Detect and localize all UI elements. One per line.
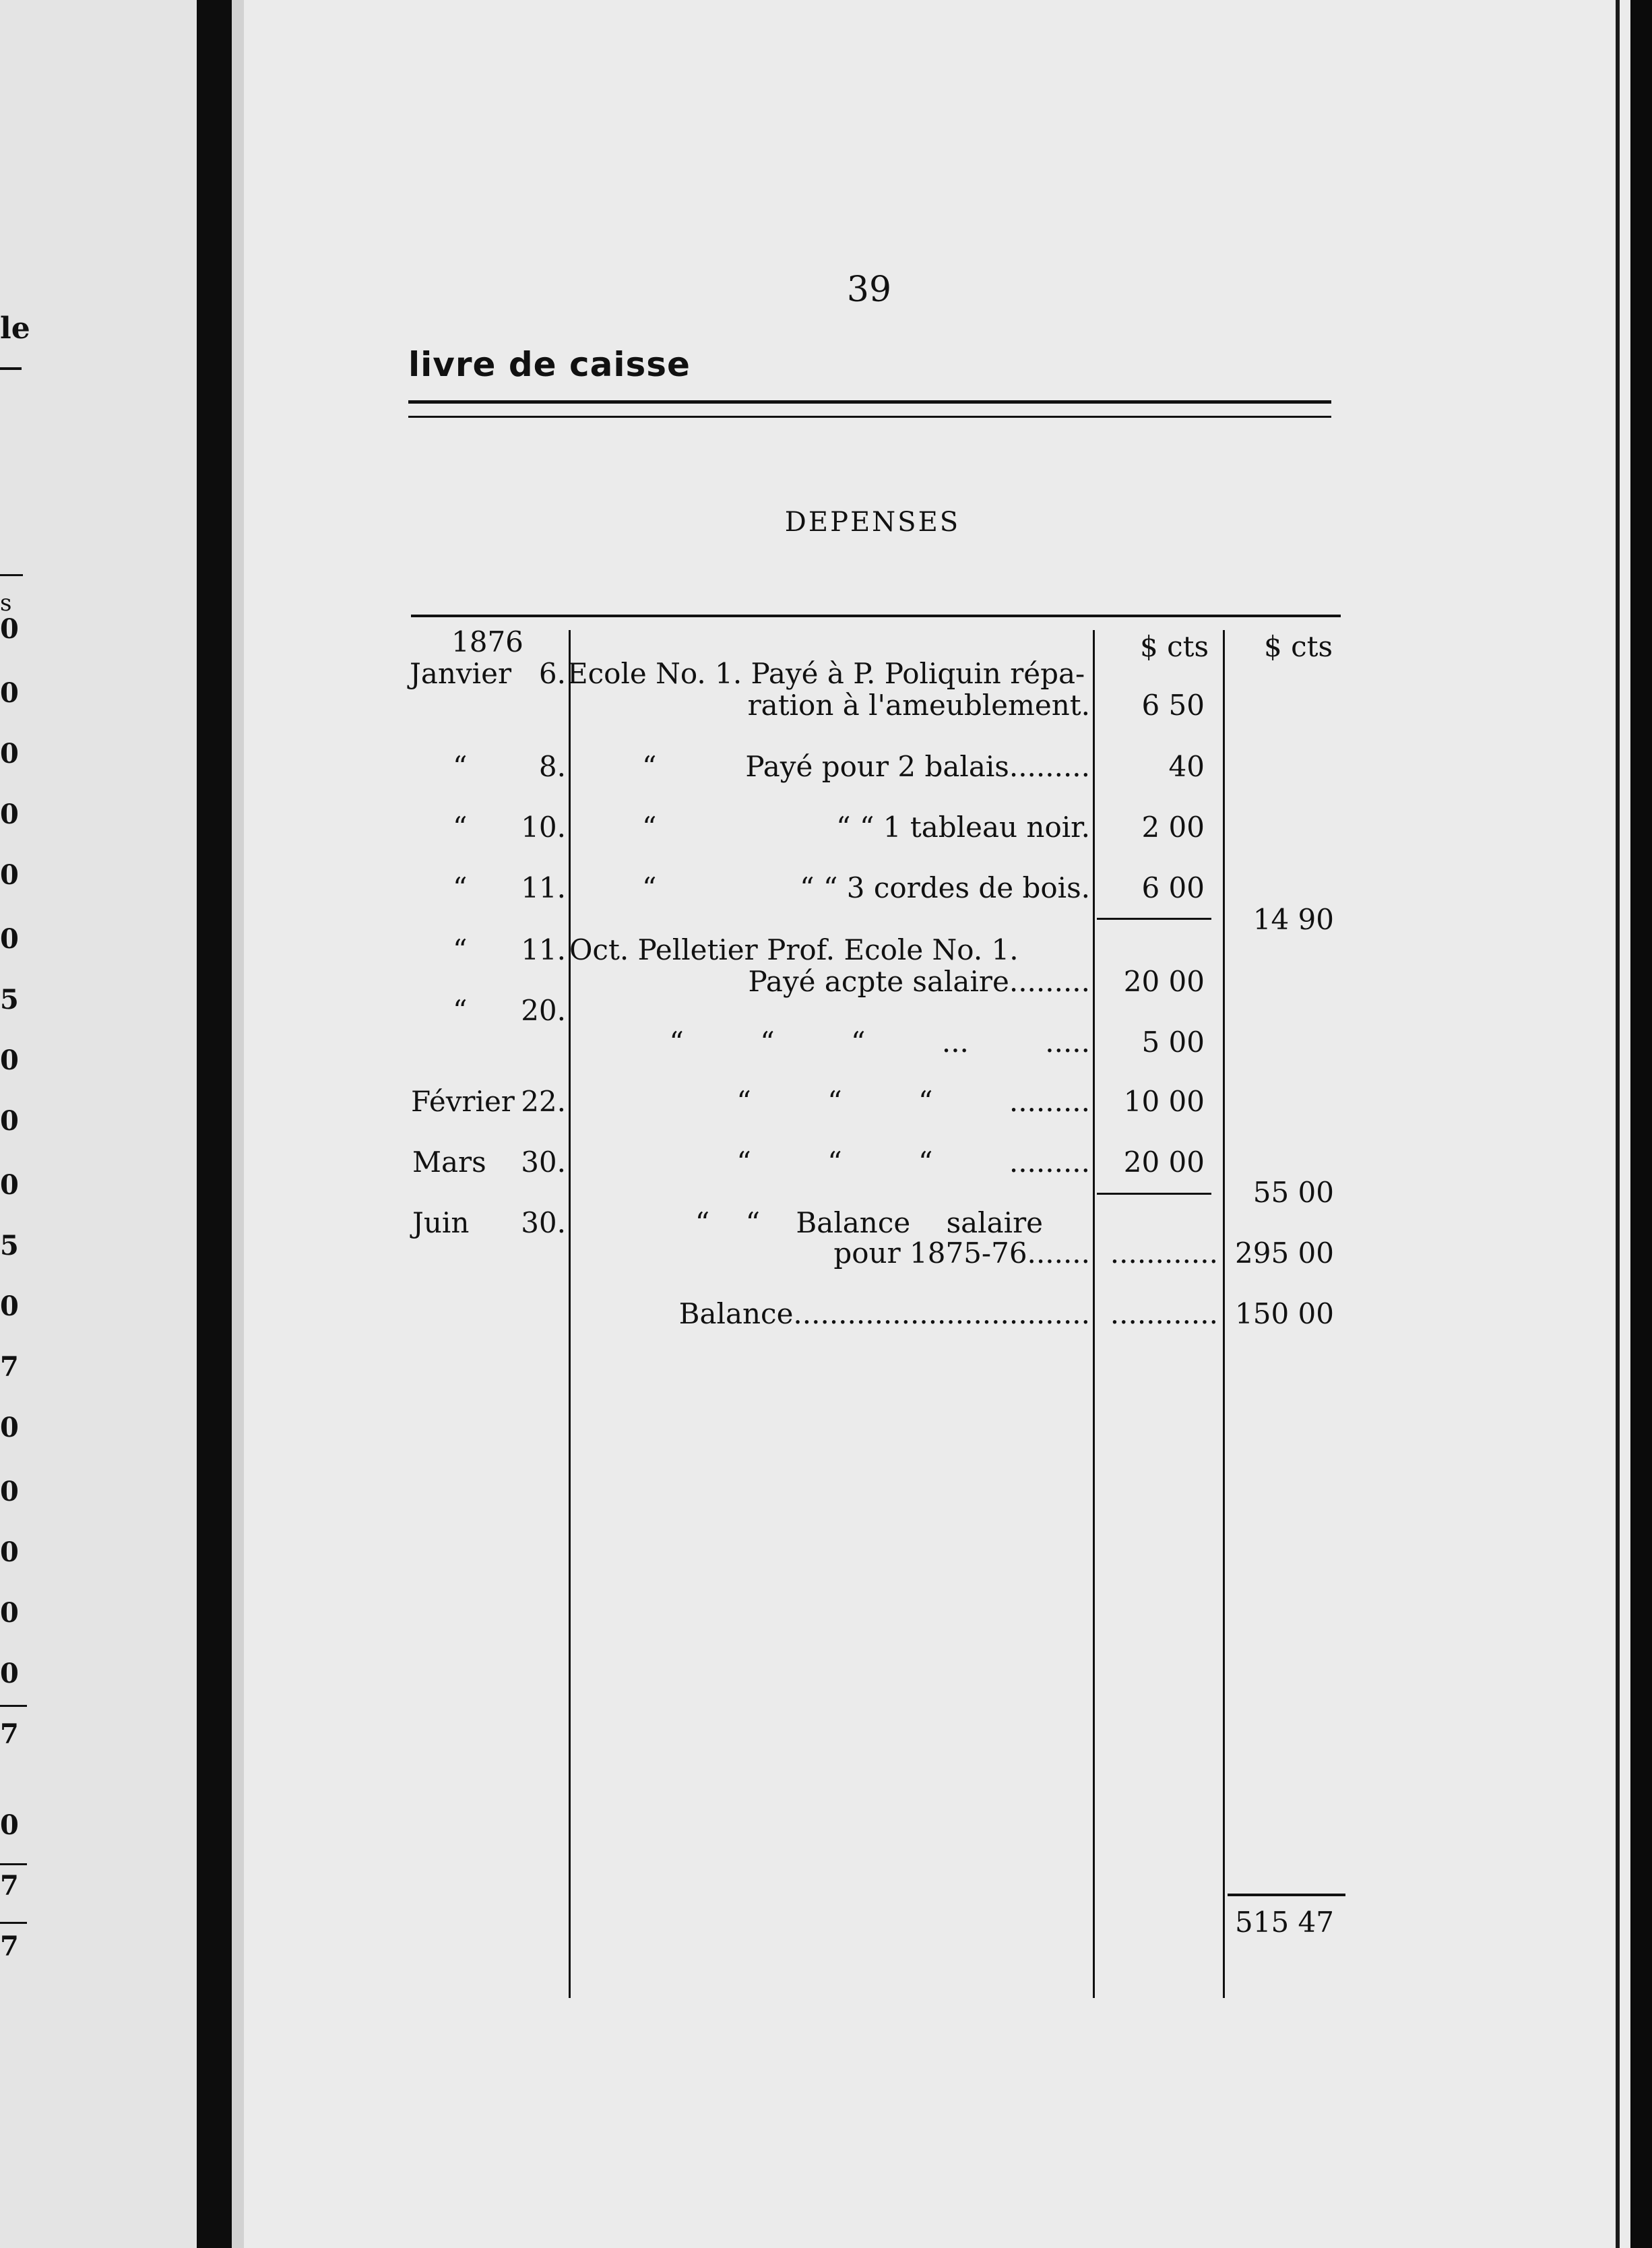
day-cell: 10. bbox=[521, 811, 566, 844]
spine-gutter bbox=[232, 0, 244, 2248]
table-top-rule bbox=[411, 615, 1341, 617]
grand-total-rule bbox=[1228, 1894, 1345, 1896]
left-fragment: 7 bbox=[0, 1351, 19, 1383]
left-fragment: le bbox=[0, 311, 30, 346]
day-cell: 8. bbox=[538, 750, 566, 783]
right-scan-border bbox=[1630, 0, 1652, 2248]
total-cell: 150 00 bbox=[1235, 1297, 1334, 1330]
month-cell: “ bbox=[453, 933, 468, 966]
month-cell: “ bbox=[453, 871, 468, 904]
day-cell: 6. bbox=[538, 657, 566, 690]
left-fragment-rule bbox=[0, 367, 22, 370]
section-title: DEPENSES bbox=[784, 507, 961, 538]
left-fragment-rule bbox=[0, 1863, 27, 1865]
month-cell: “ bbox=[453, 994, 468, 1027]
amount-cell: ............ bbox=[1110, 1297, 1218, 1330]
left-fragment-rule bbox=[0, 1922, 27, 1924]
day-cell: 30. bbox=[521, 1206, 566, 1239]
left-fragment: 0 bbox=[0, 1658, 19, 1689]
description-line: Ecole No. 1. Payé à P. Poliquin répa- bbox=[567, 657, 1085, 690]
description-line: ration à l'ameublement. bbox=[747, 689, 1090, 722]
ditto-mark: “ bbox=[642, 811, 657, 844]
book-spine bbox=[197, 0, 232, 2248]
total-cell: 295 00 bbox=[1235, 1237, 1334, 1270]
left-fragment-rule bbox=[0, 574, 23, 576]
amount-cell: 6 00 bbox=[1141, 871, 1205, 904]
left-fragment: 0 bbox=[0, 1169, 19, 1201]
page-edge-line bbox=[1616, 0, 1620, 2248]
day-cell: 30. bbox=[521, 1146, 566, 1179]
grand-total-cell: 515 47 bbox=[1235, 1906, 1334, 1939]
month-cell: “ bbox=[453, 811, 468, 844]
left-fragment: 0 bbox=[0, 738, 19, 770]
left-fragment: 0 bbox=[0, 1809, 19, 1841]
amount-column-header: $ cts bbox=[1140, 630, 1209, 663]
left-fragment: 0 bbox=[0, 923, 19, 955]
left-fragment: 7 bbox=[0, 1718, 19, 1750]
day-cell: 11. bbox=[521, 871, 566, 904]
description-line: “ “ Balance salaire bbox=[695, 1206, 1043, 1239]
total-column-header: $ cts bbox=[1264, 630, 1333, 663]
left-fragment: 7 bbox=[0, 1931, 19, 1962]
day-cell: 11. bbox=[521, 933, 566, 966]
column-divider-amount bbox=[1093, 630, 1095, 1998]
day-cell: 20. bbox=[521, 994, 566, 1027]
description-line: Payé acpte salaire......... bbox=[748, 965, 1090, 998]
month-cell: Janvier bbox=[410, 657, 512, 690]
description-line: pour 1875-76....... bbox=[833, 1237, 1090, 1270]
page-title: livre de caisse bbox=[408, 345, 691, 384]
left-fragment: 0 bbox=[0, 1412, 19, 1443]
left-fragment-rule bbox=[0, 1705, 27, 1707]
amount-cell: 6 50 bbox=[1141, 689, 1205, 722]
description-line: Payé pour 2 balais......... bbox=[745, 750, 1090, 783]
subtotal-cell: 14 90 bbox=[1252, 903, 1334, 936]
left-fragment: 0 bbox=[0, 1290, 19, 1322]
amount-cell: 40 bbox=[1168, 750, 1205, 783]
month-cell: Juin bbox=[412, 1206, 470, 1239]
page-number: 39 bbox=[846, 270, 892, 310]
amount-cell: 20 00 bbox=[1123, 1146, 1205, 1179]
amount-cell: ............ bbox=[1110, 1237, 1218, 1270]
day-cell: 22. bbox=[521, 1085, 566, 1118]
left-fragment: 0 bbox=[0, 1044, 19, 1076]
description-line: “ “ “ ......... bbox=[736, 1146, 1090, 1179]
amount-cell: 20 00 bbox=[1123, 965, 1205, 998]
month-cell: Février bbox=[411, 1085, 515, 1118]
left-fragment: 0 bbox=[0, 799, 19, 830]
month-cell: “ bbox=[453, 750, 468, 783]
ditto-mark: “ bbox=[642, 871, 657, 904]
column-divider-total bbox=[1223, 630, 1225, 1998]
left-fragment: 0 bbox=[0, 1597, 19, 1629]
ditto-mark: “ bbox=[642, 750, 657, 783]
left-fragment: 5 bbox=[0, 1230, 19, 1261]
left-fragment: 5 bbox=[0, 984, 19, 1016]
description-line: Oct. Pelletier Prof. Ecole No. 1. bbox=[569, 933, 1019, 966]
left-fragment: 0 bbox=[0, 1476, 19, 1507]
left-fragment: 0 bbox=[0, 1536, 19, 1568]
year-header: 1876 bbox=[451, 625, 523, 658]
amount-cell: 5 00 bbox=[1141, 1026, 1205, 1059]
description-line: “ “ “ ......... bbox=[736, 1085, 1090, 1118]
description-line: Balance................................. bbox=[678, 1297, 1090, 1330]
left-fragment: s bbox=[0, 590, 12, 617]
left-fragment: 0 bbox=[0, 677, 19, 709]
amount-cell: 10 00 bbox=[1123, 1085, 1205, 1118]
left-fragment: 0 bbox=[0, 1105, 19, 1137]
left-fragment: 0 bbox=[0, 859, 19, 891]
description-line: “ “ “ ... ..... bbox=[669, 1026, 1090, 1059]
title-rule-thick bbox=[408, 400, 1331, 404]
title-rule-thin bbox=[408, 416, 1331, 418]
subtotal-cell: 55 00 bbox=[1252, 1176, 1334, 1209]
month-cell: Mars bbox=[412, 1146, 486, 1179]
left-fragment: 7 bbox=[0, 1870, 19, 1902]
amount-cell: 2 00 bbox=[1141, 811, 1205, 844]
description-line: “ “ 3 cordes de bois. bbox=[800, 871, 1090, 904]
subtotal-rule bbox=[1097, 918, 1211, 920]
subtotal-rule bbox=[1097, 1193, 1211, 1195]
left-fragment: 0 bbox=[0, 613, 19, 645]
description-line: “ “ 1 tableau noir. bbox=[836, 811, 1090, 844]
column-divider-date bbox=[569, 630, 571, 1998]
